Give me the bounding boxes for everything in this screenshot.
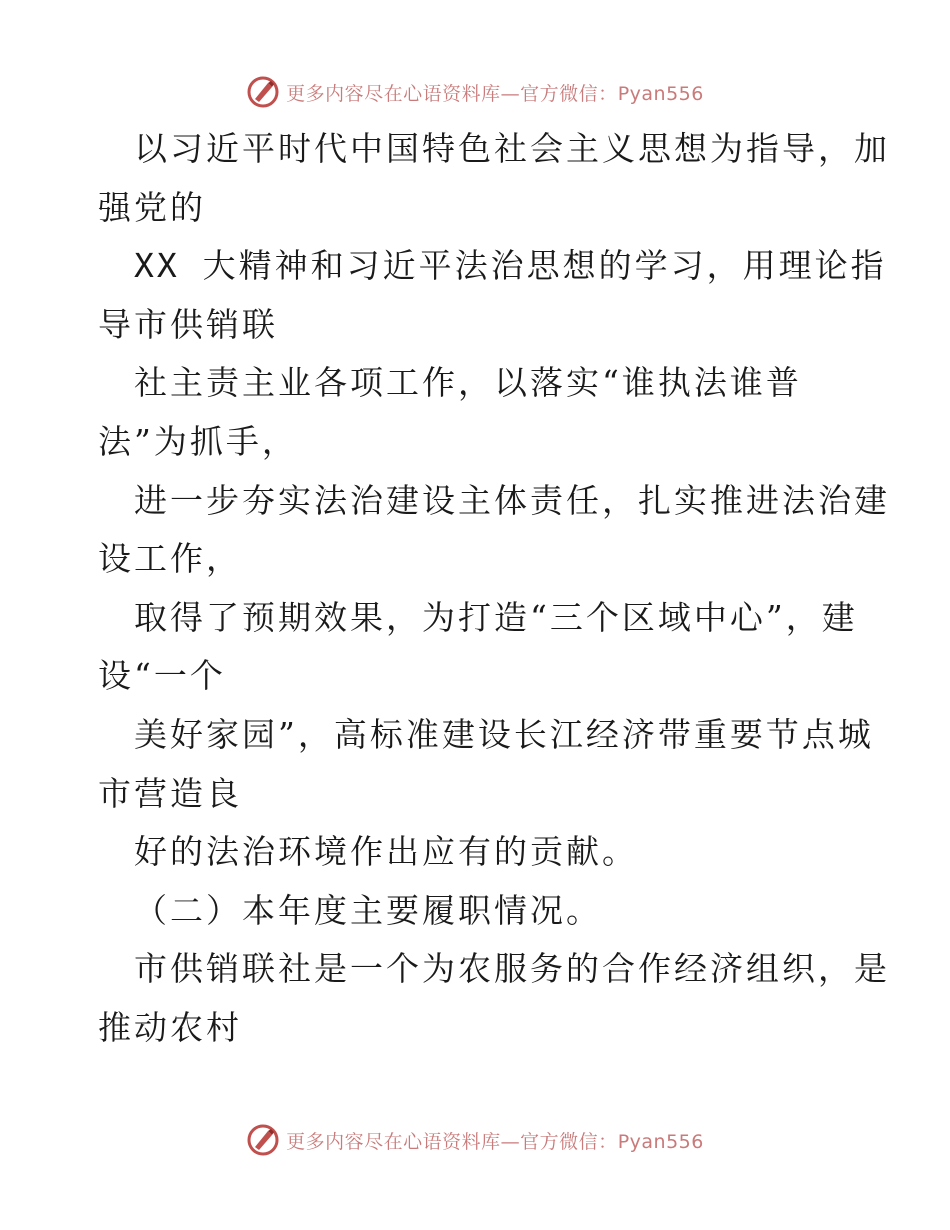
watermark-dash: — <box>500 1130 521 1153</box>
watermark-text <box>286 79 704 106</box>
text-line: 市营造良 <box>98 773 242 813</box>
watermark-channel: 官方微信： <box>520 1130 618 1153</box>
text-line: 法”为抓手， <box>98 421 298 461</box>
text-line: 好的法治环境作出应有的贡献。 <box>134 832 638 872</box>
text-line: 进一步夯实法治建设主体责任，扎实推进法治建 <box>134 480 890 520</box>
watermark-main: 更多内容尽在心语资料库 <box>286 82 501 105</box>
text-line: 社主责主业各项工作，以落实“谁执法谁普 <box>134 363 802 403</box>
watermark-main: 更多内容尽在心语资料库 <box>286 1130 501 1153</box>
text-line: 市供销联社是一个为农服务的合作经济组织，是 <box>134 949 890 989</box>
header-watermark <box>0 72 950 112</box>
text-line: 取得了预期效果，为打造“三个区域中心”，建 <box>134 597 858 637</box>
document-body <box>98 120 890 1058</box>
text-line: 强党的 <box>98 187 206 227</box>
text-line: XX 大精神和习近平法治思想的学习，用理论指 <box>134 246 887 286</box>
text-line: 设工作， <box>98 539 242 579</box>
footer-watermark <box>0 1120 950 1160</box>
pen-logo-icon <box>246 1123 280 1157</box>
text-line: 设“一个 <box>98 656 226 696</box>
watermark-text <box>286 1127 704 1154</box>
text-line: 推动农村 <box>98 1007 242 1047</box>
watermark-account: Pyan556 <box>617 82 704 105</box>
text-line: 美好家园”，高标准建设长江经济带重要节点城 <box>134 714 874 754</box>
text-line: 导市供销联 <box>98 304 278 344</box>
watermark-dash: — <box>500 82 521 105</box>
watermark-channel: 官方微信： <box>520 82 618 105</box>
section-heading: （二）本年度主要履职情况。 <box>134 890 602 930</box>
text-line: 以习近平时代中国特色社会主义思想为指导，加 <box>134 129 890 168</box>
pen-logo-icon <box>246 75 280 109</box>
watermark-account: Pyan556 <box>617 1130 704 1153</box>
